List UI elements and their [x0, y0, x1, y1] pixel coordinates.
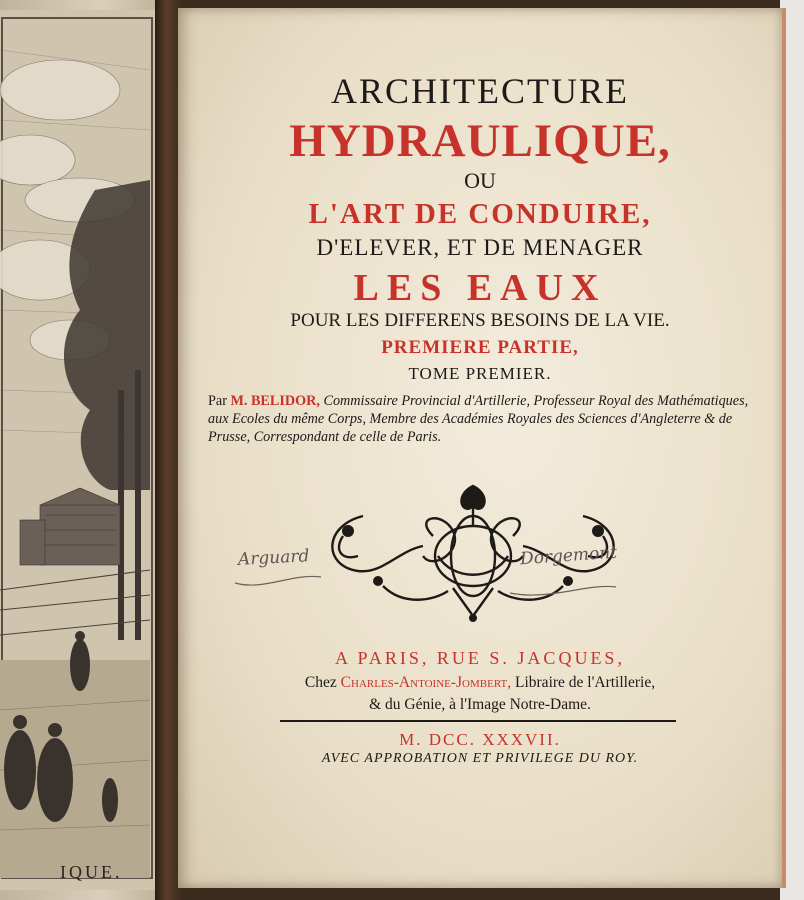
author-name: M. BELIDOR, [230, 393, 320, 409]
frontispiece-caption: IQUE. [60, 862, 123, 882]
title-line-architecture: ARCHITECTURE [331, 71, 629, 111]
imprint-publisher: Charles-Antoine-Jombert, [340, 674, 512, 691]
title-line-les-eaux: LES EAUX [353, 267, 607, 309]
signature-right: Dorgemont [519, 542, 618, 570]
imprint-libraire: Libraire de l'Artillerie, [511, 674, 656, 691]
imprint-rule [280, 720, 676, 722]
imprint-genie: & du Génie, à l'Image Notre-Dame. [369, 696, 591, 713]
title-line-elever: D'ELEVER, ET DE MENAGER [316, 235, 644, 260]
frontispiece-page [0, 0, 168, 900]
author-prefix: Par [208, 393, 231, 409]
title-page [178, 8, 786, 888]
title-conjunction-ou: OU [464, 168, 496, 193]
imprint-chez: Chez [304, 674, 341, 691]
title-tome-premier: TOME PREMIER. [408, 364, 552, 383]
approbation-line: AVEC APPROBATION ET PRIVILEGE DU ROY. [321, 751, 639, 766]
author-description: Commissaire Provincial d'Artillerie, Professeur Royal des Mathématiques, aux Ecoles du même Corps, Membre des Académies Royales des Sciences d'Angleterre & de Prusse, Correspondant de celle de Paris. [208, 393, 749, 445]
frontispiece-engraving [0, 10, 165, 890]
imprint-city: A PARIS, RUE S. JACQUES, [335, 648, 625, 668]
title-premiere-partie: PREMIERE PARTIE, [381, 337, 579, 358]
title-line-pour: POUR LES DIFFERENS BESOINS DE LA VIE. [290, 310, 670, 331]
signature-left-flourish-icon [233, 563, 323, 593]
author-block [208, 392, 753, 446]
signature-right-flourish-icon [508, 563, 618, 603]
imprint-publisher-line [178, 674, 782, 692]
title-line-art-de-conduire: L'ART DE CONDUIRE, [308, 198, 652, 230]
signature-left: Arguard [237, 546, 310, 570]
title-line-hydraulique: HYDRAULIQUE, [289, 115, 671, 167]
publication-date: M. DCC. XXXVII. [399, 730, 561, 749]
